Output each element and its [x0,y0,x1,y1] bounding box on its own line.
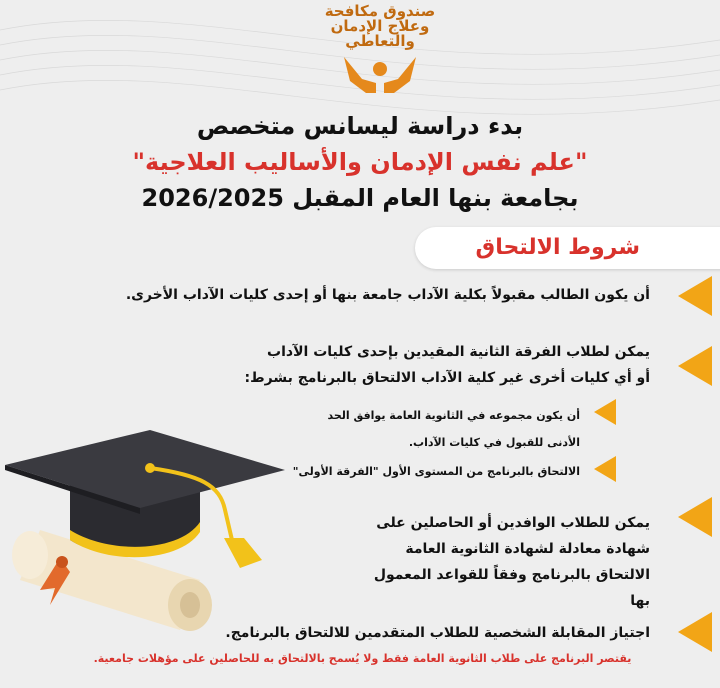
condition-3-line-1: يمكن للطلاب الوافدين أو الحاصلين على [376,515,650,531]
logo-line-3: والتعاطي [345,32,415,50]
bullet-triangle-icon [594,456,616,482]
headline-line-1: بدء دراسة ليسانس متخصص [196,112,524,140]
headline-line-3: بجامعة بنها العام المقبل 2026/2025 [141,184,579,212]
logo-line-2: وعلاج الإدمان [330,17,430,35]
bullet-triangle-icon [678,276,712,316]
condition-2-line-1: يمكن لطلاب الفرقة الثانية المقيدين بإحدى كليات الآداب [267,344,650,360]
condition-2-line-2: أو أي كليات أخرى غير كلية الآداب الالتحاق بالبرنامج بشرط: [244,370,650,386]
bullet-triangle-icon [678,497,712,537]
bullet-triangle-icon [678,612,712,652]
headline [60,108,660,216]
condition-1: أن يكون الطالب مقبولاً بكلية الآداب جامعة بنها أو إحدى كليات الآداب الأخرى. [125,287,650,303]
conditions-title: شروط الالتحاق [475,235,640,260]
sub-condition-1-line-1: أن يكون مجموعه في الثانوية العامة يوافق الحد [327,409,580,422]
condition-4: اجتياز المقابلة الشخصية للطلاب المتقدمين للالتحاق بالبرنامج. [225,625,650,641]
condition-3-line-3: الالتحاق بالبرنامج وفقاً للقواعد المعمول [373,567,650,583]
logo-line-1: صندوق مكافحة [324,2,436,20]
hands-holding-icon [340,51,420,95]
bullet-triangle-icon [594,399,616,425]
fund-logo [300,4,460,95]
graduation-cap-image [0,390,300,650]
sub-condition-2: الالتحاق بالبرنامج من المستوى الأول "الفرقة الأولى" [292,465,580,478]
conditions-banner [415,227,720,269]
condition-3-line-2: شهادة معادلة لشهادة الثانوية العامة [405,541,650,557]
program-name: "علم نفس الإدمان والأساليب العلاجية" [132,148,588,176]
condition-3-line-4: بها [630,593,650,609]
bullet-triangle-icon [678,346,712,386]
sub-condition-1-line-2: الأدنى للقبول في كليات الآداب. [408,436,580,449]
footer-note: يقتصر البرنامج على طلاب الثانوية العامة فقط ولا يُسمح بالالتحاق به للحاصلين على مؤهلات جامعية. [93,652,632,665]
